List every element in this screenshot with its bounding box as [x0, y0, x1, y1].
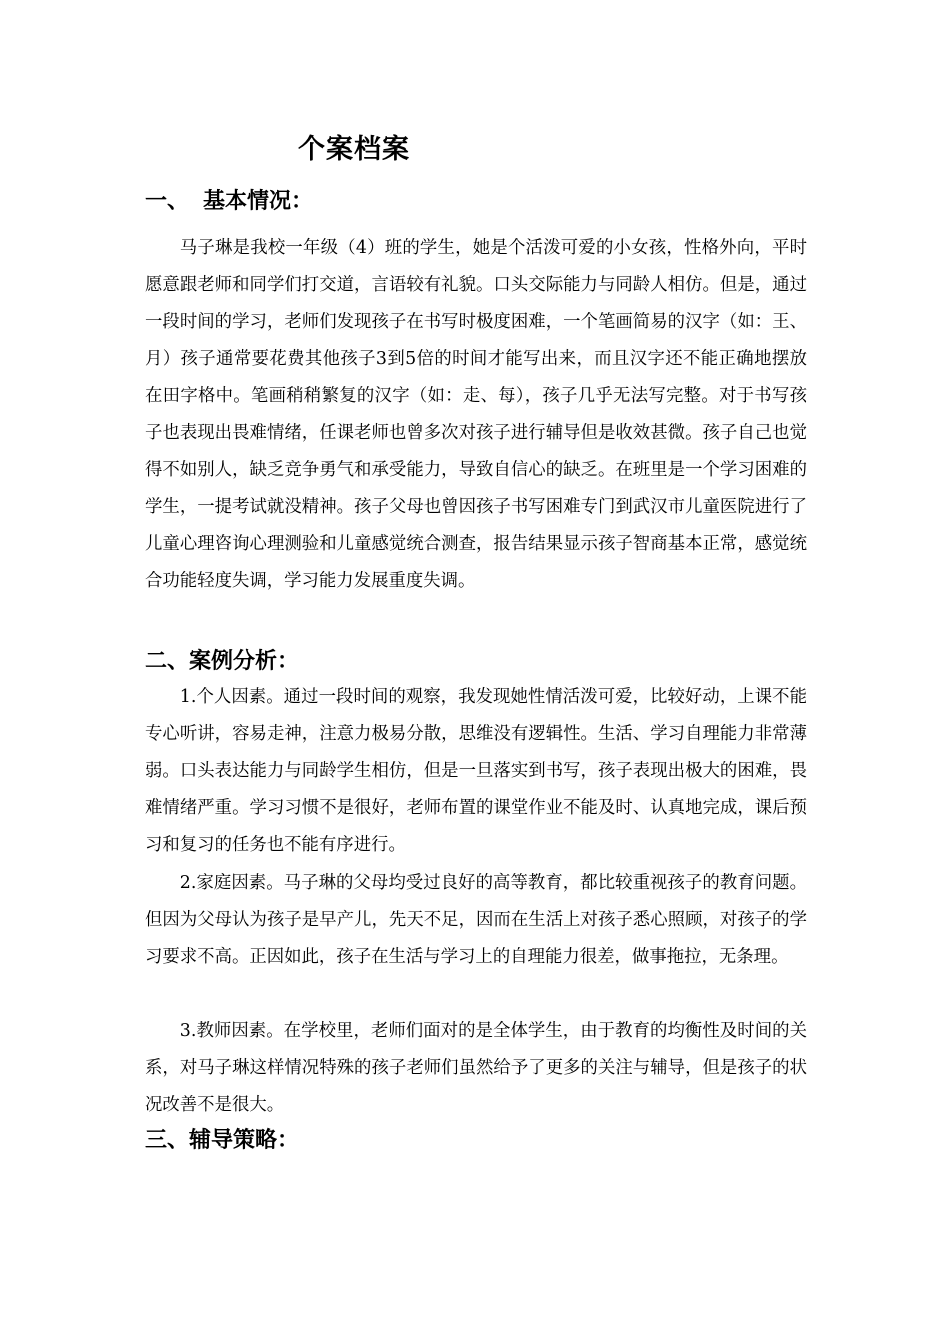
section-heading-text: 案例分析：	[189, 648, 300, 674]
section-heading-case-analysis	[145, 645, 299, 677]
paragraph-teacher-factors: 3.教师因素。在学校里，老师们面对的是全体学生，由于教育的均衡性及时间的关系，对马子琳这样情况特殊的孩子老师们虽然给予了更多的关注与辅导，但是孩子的状况改善不是很大。	[145, 1021, 807, 1115]
paragraph-personal-factors: 1.个人因素。通过一段时间的观察，我发现她性情活泼可爱，比较好动，上课不能专心听讲，容易走神，注意力极易分散，思维没有逻辑性。生活、学习自理能力非常薄弱。口头表达能力与同龄学生相仿，但是一旦落实到书写，孩子表现出极大的困难，畏难情绪严重。学习习惯不是很好，老师布置的课堂作业不能及时、认真地完成，课后预习和复习的任务也不能有序进行。	[145, 687, 807, 855]
document-title: 个案档案	[298, 134, 410, 165]
paragraph-family-factors: 2.家庭因素。马子琳的父母均受过良好的高等教育，都比较重视孩子的教育问题。但因为父母认为孩子是早产儿，先天不足，因而在生活上对孩子悉心照顾，对孩子的学习要求不高。正因如此，孩子在生活与学习上的自理能力很差，做事拖拉，无条理。	[145, 873, 807, 967]
section-number: 一、	[145, 188, 190, 214]
section-number: 二、	[145, 648, 190, 674]
section-heading-basic-info	[145, 185, 313, 217]
section-heading-text: 基本情况：	[203, 188, 314, 214]
section-heading-counseling-strategy	[145, 1124, 299, 1156]
paragraph-basic-info: 马子琳是我校一年级（4）班的学生，她是个活泼可爱的小女孩，性格外向，平时愿意跟老师和同学们打交道，言语较有礼貌。口头交际能力与同龄人相仿。但是，通过一段时间的学习，老师们发现孩子在书写时极度困难，一个笔画简易的汉字（如：王、月）孩子通常要花费其他孩子3到5倍的时间才能写出来，而且汉字还不能正确地摆放在田字格中。笔画稍稍繁复的汉字（如：走、每），孩子几乎无法写完整。对于书写孩子也表现出畏难情绪，任课老师也曾多次对孩子进行辅导但是收效甚微。孩子自己也觉得不如别人，缺乏竞争勇气和承受能力，导致自信心的缺乏。在班里是一个学习困难的学生，一提考试就没精神。孩子父母也曾因孩子书写困难专门到武汉市儿童医院进行了儿童心理咨询心理测验和儿童感觉统合测查，报告结果显示孩子智商基本正常，感觉统合功能轻度失调，学习能力发展重度失调。	[145, 238, 807, 591]
section-number: 三、	[145, 1127, 190, 1153]
section-heading-text: 辅导策略：	[189, 1127, 300, 1153]
